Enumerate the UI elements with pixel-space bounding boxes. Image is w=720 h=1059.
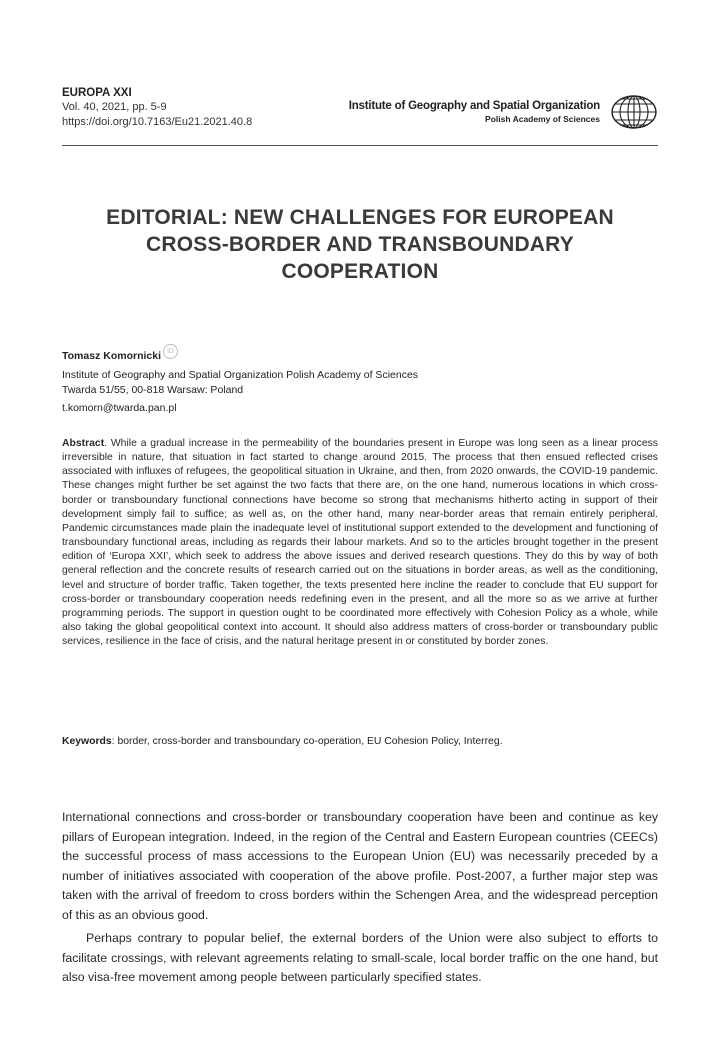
affiliation-line: Twarda 51/55, 00-818 Warsaw: Poland [62,383,244,396]
body-paragraph: International connections and cross-border or transboundary cooperation have been and continue as key pillars of European integration. Indeed, in the region of the Central and Eastern European countries (CEECs) the successful process of mass accessions to the European Union (EU) was necessarily preceded by a number of initiatives associated with cooperation of the above profile. Post-2007, a further major step was taken with the arrival of freedom to cross borders within the Schengen Area, and the widespread perception of this as an obvious good. [62,810,658,922]
journal-doi[interactable]: https://doi.org/10.7163/Eu21.2021.40.8 [62,115,253,128]
abstract-label: Abstract [62,438,105,449]
journal-volume: Vol. 40, 2021, pp. 5-9 [62,101,167,113]
affiliation-line: Institute of Geography and Spatial Organization Polish Academy of Sciences [62,369,419,381]
journal-name: EUROPA XXI [62,87,132,99]
institute-globe-logo-icon [610,94,658,130]
title-line: CROSS-BORDER AND TRANSBOUNDARY [146,233,574,256]
author-line [62,344,178,362]
orcid-icon[interactable]: iD [163,344,178,359]
header-divider [62,145,658,146]
keywords-label: Keywords [62,736,112,747]
abstract-text: . While a gradual increase in the permeability of the boundaries present in Europe was long seen as a linear process irreversible in nature, that situation in fact started to change around 2015. The process that then ensued reflected crises associated with influxes of refugees, the geopolitical situation in Ukraine, and then, from 2020 onwards, the COVID-19 pandemic. These changes might further be set against the two facts that there are, on the one hand, numerous locations in which cross-border or transboundary functional connections have become so strong that mechanisms hitherto acting in support of their development simply fail to suffice; as well as, on the other hand, many near-border areas that remain entirely peripheral. Pandemic circumstances made plain the inadequate level of institutional support extended to the development and functioning of transboundary functional areas, including as regards their labour markets. And so to the articles brought together in the present edition of ‘Europa XXI’, which seek to address the above issues and derived research questions. They do this by way of both general reflection and the concrete results of research carried out on the situations in border areas, as well as the conditioning, level and structure of border traffic. Taken together, the texts presented here incline the reader to conclude that EU support for cross-border or transboundary cooperation needs redefining even in the present, and all the more so as we arrive at further programming periods. The support in question ought to be coordinated more effectively with Cohesion Policy as a whole, while also taking the global geopolitical context into account. It should also address matters of cross-border or transboundary public services, resilience in the face of crisis, and the natural heritage present in or constituted by border zones. [62,438,658,648]
title-line: EDITORIAL: NEW CHALLENGES FOR EUROPEAN [106,206,614,229]
page-header [62,86,658,144]
body-paragraph: Perhaps contrary to popular belief, the external borders of the Union were also subject to efforts to facilitate crossings, with relevant agreements relating to small-scale, local border traffic on the one hand, but also visa-free movement among people between particularly specified states. [62,931,658,984]
abstract [62,437,658,649]
institute-block [349,86,600,124]
keywords [62,736,658,747]
author-name: Tomasz Komornicki [62,350,161,362]
institute-name: Institute of Geography and Spatial Organization [348,100,600,112]
keywords-text: : border, cross-border and transboundary co-operation, EU Cohesion Policy, Interreg. [111,736,503,747]
article-body [62,808,658,992]
author-email[interactable]: t.komorn@twarda.pan.pl [62,402,177,414]
article-title [62,204,658,285]
title-line: COOPERATION [281,260,439,283]
academy-name: Polish Academy of Sciences [485,114,600,124]
author-affiliation [62,368,418,397]
